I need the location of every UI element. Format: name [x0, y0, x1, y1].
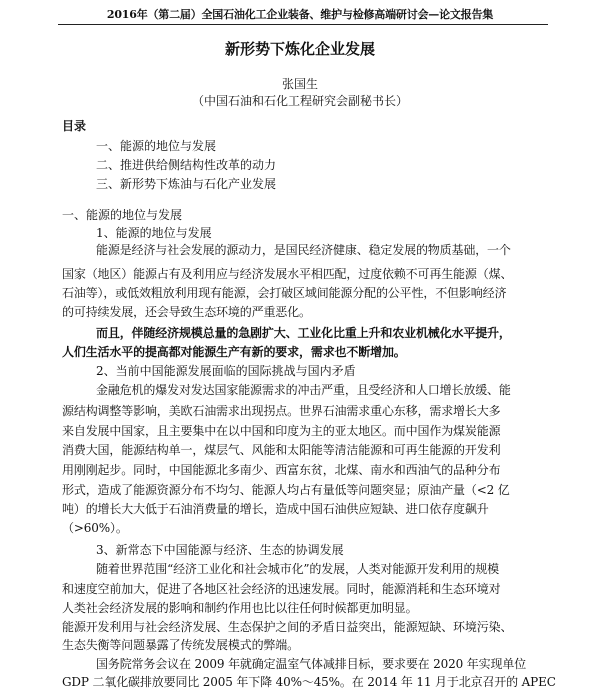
paragraph-line: 人类社会经济发展的影响和制约作用也比以往任何时候都更加明显。	[62, 601, 418, 615]
paragraph-line: 吨）的增长大大低于石油消费量的增长，造成中国石油供应短缺、进口依存度飙升	[62, 502, 489, 516]
section-heading-1: 一、能源的地位与发展	[62, 208, 183, 222]
paragraph-line: 和速度空前加大，促进了各地区社会经济的迅速发展。同时，能源消耗和生态环境对	[62, 582, 501, 596]
paragraph-line: 消费大国，能源结构单一，煤层气、风能和太阳能等清洁能源和可再生能源的开发利	[62, 443, 501, 457]
author-affiliation: （中国石油和石化工程研究会副秘书长）	[191, 94, 408, 108]
paragraph-line: 形式，造成了能源资源分布不均匀、能源人均占有量低等问题突显；原油产量（<2 亿	[62, 483, 510, 497]
paragraph-line: 国家（地区）能源占有及利用应与经济发展水平相匹配，过度依赖不可再生能源（煤、	[62, 267, 513, 281]
subsection-heading-3: 3、新常态下中国能源与经济、生态的协调发展	[96, 543, 344, 557]
paragraph-line: （>60%）。	[62, 521, 128, 535]
paragraph-line: 随着世界范围“经济工业化和社会城市化”的发展，人类对能源开发利用的规模	[96, 562, 500, 576]
toc-heading: 目录	[62, 119, 87, 133]
toc-item-2: 二、推进供给侧结构性改革的动力	[96, 158, 277, 172]
paper-title: 新形势下炼化企业发展	[224, 40, 375, 58]
paragraph-line: 生态失衡等问题暴露了传统发展模式的弊端。	[62, 638, 300, 652]
paragraph-line: 的可持续发展，还会导致生态环境的严重恶化。	[62, 305, 311, 319]
subsection-heading-2: 2、当前中国能源发展面临的国际挑战与国内矛盾	[96, 364, 356, 378]
running-header: 2016年（第二届）全国石油化工企业装备、维护与检修高端研讨会—论文报告集	[106, 8, 494, 21]
paragraph-line: 金融危机的爆发对发达国家能源需求的冲击严重，且受经济和人口增长放缓、能	[96, 383, 511, 397]
toc-item-3: 三、新形势下炼油与石化产业发展	[96, 177, 277, 191]
paragraph-line: 国务院常务会议在 2009 年就确定温室气体减排目标，要求要在 2020 年实现单位	[96, 657, 527, 671]
author-name: 张国生	[281, 77, 318, 91]
paragraph-line: 用刚刚起步。同时，中国能源北多南少、西富东贫，北煤、南水和西油气的品种分布	[62, 463, 501, 477]
paragraph-line: 能源是经济与社会发展的源动力，是国民经济健康、稳定发展的物质基础，一个	[96, 243, 511, 257]
subsection-heading-1: 1、能源的地位与发展	[96, 226, 212, 240]
paragraph-line: 石油等），或低效粗放利用现有能源，会打破区域间能源分配的公平性，不但影响经济	[62, 286, 507, 300]
paragraph-line: 人们生活水平的提高都对能源生产有新的要求，需求也不断增加。	[62, 345, 406, 359]
paragraph-line: 源结构调整等影响，美欧石油需求出现拐点。世界石油需求重心东移，需求增长大多	[62, 404, 501, 418]
paragraph-line: 能源开发利用与社会经济发展、生态保护之间的矛盾日益突出，能源短缺、环境污染、	[62, 620, 513, 634]
header-rule	[58, 24, 548, 25]
paragraph-line: 来自发展中国家，且主要集中在以中国和印度为主的亚太地区。而中国作为煤炭能源	[62, 424, 501, 438]
paragraph-line: GDP 二氧化碳排放要同比 2005 年下降 40%～45%。在 2014 年 11 月于北京召开的 APEC	[62, 675, 556, 689]
paragraph-line: 而且，伴随经济规模总量的急剧扩大、工业化比重上升和农业机械化水平提升，	[96, 326, 511, 340]
toc-item-1: 一、能源的地位与发展	[96, 139, 217, 153]
